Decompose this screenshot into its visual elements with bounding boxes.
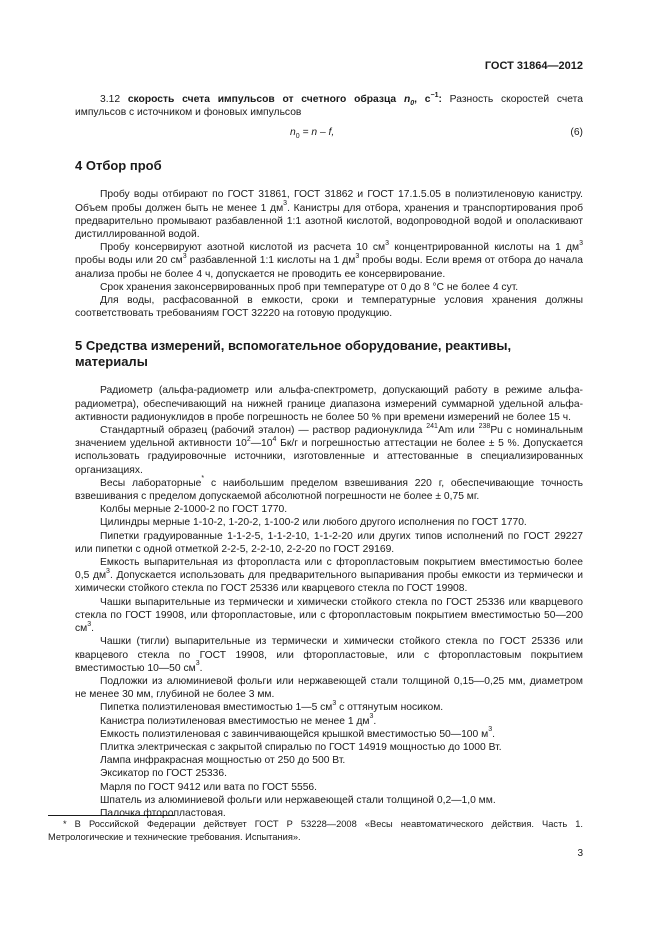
formula-expression [290, 126, 334, 139]
item-electric-stove: Плитка электрическая с закрытой спиралью по ГОСТ 14919 мощностью до 1000 Вт. [100, 741, 502, 753]
definition-term-unit-sup: −1 [430, 91, 439, 99]
pe-pipette-text-a: Пипетка полиэтиленовая вместимостью 1—5 см [100, 702, 333, 714]
crucibles-sup: 3 [195, 660, 200, 668]
section-5-heading-wrap [75, 338, 583, 370]
scales-text-b: с наибольшим пределом взвешивания 220 г, обеспечивающие точность взвешивания с пределом допускаемой абсолютной погрешности не более ± 0,75 мг. [75, 477, 583, 503]
s4-p2-text-e: пробы воды. Если время от отбора до начала анализа пробы не более 4 ч, допускается не проводить ее консервирование. [75, 255, 583, 280]
definition-number: 3.12 [100, 94, 121, 105]
container-text-a: Емкость полиэтиленовая с завинчивающейся крышкой вместимостью 50—100 м [100, 728, 489, 740]
item-evaporating-vessel [75, 556, 583, 596]
cups-sup: 3 [87, 620, 92, 628]
s4-p2-text-d: разбавленной 1:1 кислоты на 1 дм [186, 255, 356, 267]
evap-text-a: Емкость выпарительная из фторопласта или с фторопластовым покрытием вместимостью более 0,5 дм [75, 557, 583, 582]
pe-pipette-sup: 3 [332, 699, 337, 707]
page-number: 3 [577, 848, 583, 859]
item-substrates: Подложки из алюминиевой фольги или нержавеющей стали толщиной 0,15—0,25 мм, диаметром не менее 30 мм, глубиной не более 3 мм. [75, 675, 583, 701]
item-stick: Палочка фторопластовая. [100, 807, 226, 819]
document-header: ГОСТ 31864—2012 [484, 60, 583, 72]
s4-p1-sup: 3 [283, 200, 288, 208]
crucibles-text-a: Чашки (тигли) выпарительные из термически и химически стойкого стекла по ГОСТ 25336 или кварцевого стекла по ГОСТ 19908, или фторопластовые, или с фторопластовым покрытием вместимостью 10—50 см [75, 636, 583, 674]
canister-text-b: . [373, 715, 377, 727]
footnote-marker: * [201, 475, 205, 483]
footnote-divider [48, 815, 174, 816]
std-text-d: —10 [250, 438, 273, 450]
s4-p2-sup-3: 3 [182, 253, 187, 260]
s4-p2-text-b: концентрированной кислоты на 1 дм [389, 242, 580, 254]
container-sup: 3 [488, 726, 493, 734]
std-text-b: Am или [437, 425, 479, 437]
s4-p2-text-a: Пробу консервируют азотной кислотой из расчета 10 см [100, 242, 386, 254]
container-text-b: . [492, 728, 495, 740]
definition-term-symbol-sub: 0 [410, 100, 415, 108]
crucibles-text-b: . [199, 662, 203, 674]
section-4-paragraph-1 [75, 188, 583, 241]
cups-text-b: . [91, 623, 95, 635]
s4-p1-text-a: Пробу воды отбирают по ГОСТ 31861, ГОСТ 31862 и ГОСТ 17.1.5.05 в полиэтиленовую канистру. Объем пробы должен быть не менее 1 дм [75, 189, 583, 214]
section-4-heading-wrap [75, 158, 583, 174]
footnote: * В Российской Федерации действует ГОСТ Р 53228—2008 «Весы неавтоматического действия. Часть 1. Метрологические и технические требования. Испытания». [48, 819, 583, 842]
std-text-a: Стандартный образец (рабочий эталон) — раствор радионуклида [100, 425, 427, 437]
evap-text-b: . Допускается использовать для предварительного выпаривания пробы емкости из термически и химически стойкого стекла по ГОСТ 25336 или кварцевого стекла по ГОСТ 19908. [75, 570, 584, 595]
s4-p1-text-b: . Канистры для отбора, хранения и транспортирования проб предварительно промывают разбавленной 1:1 азотной кислотой, водопроводной водой и ополаскивают дистиллированной водой. [75, 202, 583, 241]
definition-term-colon: : [438, 94, 442, 105]
item-infrared-lamp: Лампа инфракрасная мощностью от 250 до 500 Вт. [100, 755, 346, 767]
section-4-paragraph-2 [75, 241, 583, 281]
std-sup-2: 238 [478, 422, 491, 430]
canister-text-a: Канистра полиэтиленовая вместимостью не менее 1 дм [100, 715, 370, 727]
formula-lhs: n [290, 127, 296, 139]
definition-term-symbol: n [403, 94, 411, 105]
item-cylinders: Цилиндры мерные 1-10-2, 1-20-2, 1-100-2 или любого другого исполнения по ГОСТ 1770. [100, 517, 527, 529]
s4-p2-sup-1: 3 [385, 239, 390, 247]
item-scales [75, 477, 583, 503]
cups-text-a: Чашки выпарительные из термически и химически стойкого стекла по ГОСТ 25336 или кварцевого стекла по ГОСТ 19908, или фторопластовые, или с фторопластовым покрытием вместимостью 50—200 см [75, 596, 583, 635]
formula-lhs-sub: 0 [295, 133, 300, 141]
definition-term-text: скорость счета импульсов от счетного образца [127, 94, 404, 105]
s4-p2-sup-4: 3 [355, 253, 360, 260]
definition-3-12 [75, 93, 583, 119]
section-4-paragraph-4: Для воды, расфасованной в емкости, сроки и температурные условия хранения должны соответствовать требованиям ГОСТ 32220 на готовую продукцию. [75, 295, 583, 320]
std-sup-1: 241 [426, 422, 438, 430]
item-gauze: Марля по ГОСТ 9412 или вата по ГОСТ 5556. [100, 781, 318, 793]
section-4-heading: 4 Отбор проб [75, 158, 162, 174]
section-5-heading: 5 Средства измерений, вспомогательное оборудование, реактивы, материалы [75, 338, 512, 370]
item-spatula: Шпатель из алюминиевой фольги или нержавеющей стали толщиной 0,2—1,0 мм. [100, 794, 496, 806]
s4-p2-text-c: пробы воды или 20 см [75, 255, 183, 267]
item-pipettes: Пипетки градуированные 1-1-2-5, 1-1-2-10, 1-1-2-20 или других типов исполнений по ГОСТ 29227 или пипетки с одной отметкой 2-2-5, 2-2-10, 2-2-20 по ГОСТ 29169. [75, 530, 583, 555]
item-evaporating-cups [75, 596, 583, 636]
definition-text: Разность скоростей счета импульсов с источником и фоновых импульсов [75, 94, 583, 119]
std-text-e: Бк/г и погрешностью аттестации не более ± 5 %. Допускается использовать градуировочные источники, изготовленные и аттестованные в специализированных организациях. [75, 438, 583, 476]
formula-rhs: = n – f, [299, 127, 335, 139]
item-crucibles [75, 635, 583, 675]
item-radiometer: Радиометр (альфа-радиометр или альфа-спектрометр, допускающий работу в режиме альфа-радиометра), обеспечивающий на нижней границе диапазона измерений суммарной удельной альфа-активности радионуклидов в пробе погрешность не более 50 % при времени измерений не более 15 ч. [75, 385, 583, 423]
std-sup-4: 4 [272, 435, 277, 443]
definition-term-unit: , с [414, 94, 431, 105]
item-desiccator: Эксикатор по ГОСТ 25336. [100, 768, 227, 780]
s4-p2-sup-2: 3 [579, 239, 583, 247]
canister-sup: 3 [369, 713, 374, 721]
item-canister [75, 715, 583, 728]
item-pe-pipette [75, 701, 583, 714]
scales-text-a: Весы лабораторные [100, 477, 202, 489]
page-body [75, 93, 583, 820]
definition-term [127, 91, 442, 108]
item-flasks: Колбы мерные 2-1000-2 по ГОСТ 1770. [100, 504, 288, 516]
formula-6 [75, 126, 583, 140]
std-text-c: Pu с номинальным значением удельной активности 10 [75, 425, 583, 450]
formula-number: (6) [570, 127, 583, 139]
evap-sup: 3 [106, 567, 110, 575]
item-standard-sample [75, 424, 583, 477]
section-4-paragraph-3: Срок хранения законсервированных проб при температуре от 0 до 8 °С не более 4 сут. [100, 281, 519, 293]
std-sup-3: 2 [246, 435, 251, 443]
item-pe-container [75, 728, 583, 741]
pe-pipette-text-b: с оттянутым носиком. [336, 702, 444, 714]
